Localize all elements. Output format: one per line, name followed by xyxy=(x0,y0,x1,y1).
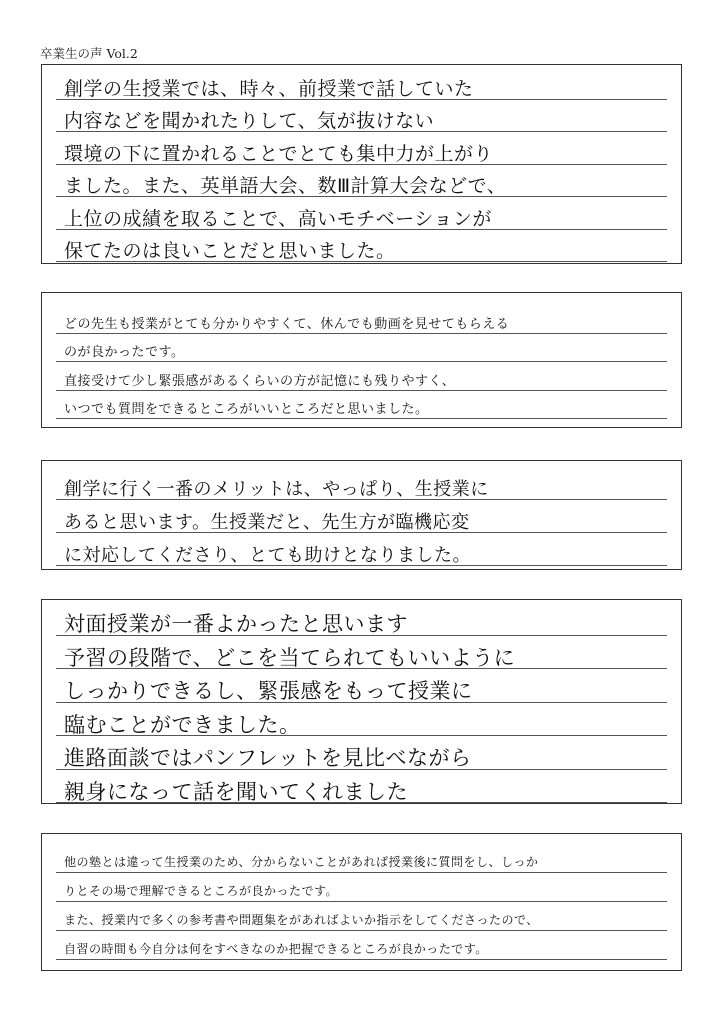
handwritten-line: 保てたのは良いことだと思いました。 xyxy=(64,240,396,263)
ruled-line xyxy=(56,930,667,931)
ruled-line xyxy=(56,418,667,419)
handwritten-line: に対応してくださり、とても助けとなりました。 xyxy=(64,544,471,566)
comment-box-3 xyxy=(41,460,682,570)
handwritten-line: 親身になって話を聞いてくれました xyxy=(64,779,408,804)
document-header: 卒業生の声 Vol.2 xyxy=(40,46,138,61)
comment-box-4 xyxy=(41,599,682,804)
handwritten-line: あると思います。生授業だと、先生方が臨機応変 xyxy=(64,511,470,533)
handwritten-line: 自習の時間も今自分は何をすべきなのか把握できるところが良かったです。 xyxy=(64,941,488,956)
handwritten-line: 内容などを聞かれたりして、気が抜けない xyxy=(64,110,435,133)
handwritten-line: 臨むことができました。 xyxy=(64,712,301,737)
ruled-line xyxy=(56,872,667,873)
ruled-line xyxy=(56,333,667,334)
handwritten-line: 予習の段階で、どこを当てられてもいいように xyxy=(64,645,516,670)
handwritten-line: 他の塾とは違って生授業のため、分からないことがあれば授業後に質問をし、しっか xyxy=(64,854,539,869)
comment-box-2 xyxy=(41,292,682,428)
handwritten-line: 対面授業が一番よかったと思います xyxy=(64,612,408,637)
handwritten-line: のが良かったです。 xyxy=(64,345,185,361)
ruled-line xyxy=(56,901,667,902)
handwritten-line: 進路面談ではパンフレットを見比べながら xyxy=(64,746,472,771)
handwritten-line: りとその場で理解できるところが良かったです。 xyxy=(64,883,339,898)
handwritten-line: いつでも質問をできるところがいいところだと思いました。 xyxy=(64,402,429,418)
handwritten-line: 環境の下に置かれることでとても集中力が上がり xyxy=(64,142,494,165)
handwritten-line: どの先生も授業がとても分かりやすくて、休んでも動画を見せてもらえる xyxy=(64,316,510,332)
ruled-line xyxy=(56,361,667,362)
comment-box-5 xyxy=(41,833,682,971)
handwritten-line: ました。また、英単語大会、数Ⅲ計算大会などで、 xyxy=(64,175,507,198)
handwritten-line: 上位の成績を取ることで、高いモチベーションが xyxy=(64,207,492,230)
handwritten-line: 創学の生授業では、時々、前授業で話していた xyxy=(64,77,474,100)
comment-box-1 xyxy=(41,64,682,264)
handwritten-line: 直接受けて少し緊張感があるくらいの方が記憶にも残りやすく、 xyxy=(64,373,456,389)
handwritten-line: また、授業内で多くの参考書や問題集をがあればよいか指示をしてくださったので、 xyxy=(64,912,539,927)
handwritten-line: 創学に行く一番のメリットは、やっぱり、生授業に xyxy=(64,478,489,500)
handwritten-line: しっかりできるし、緊張感をもって授業に xyxy=(64,679,473,704)
ruled-line xyxy=(56,390,667,391)
ruled-line xyxy=(56,959,667,960)
